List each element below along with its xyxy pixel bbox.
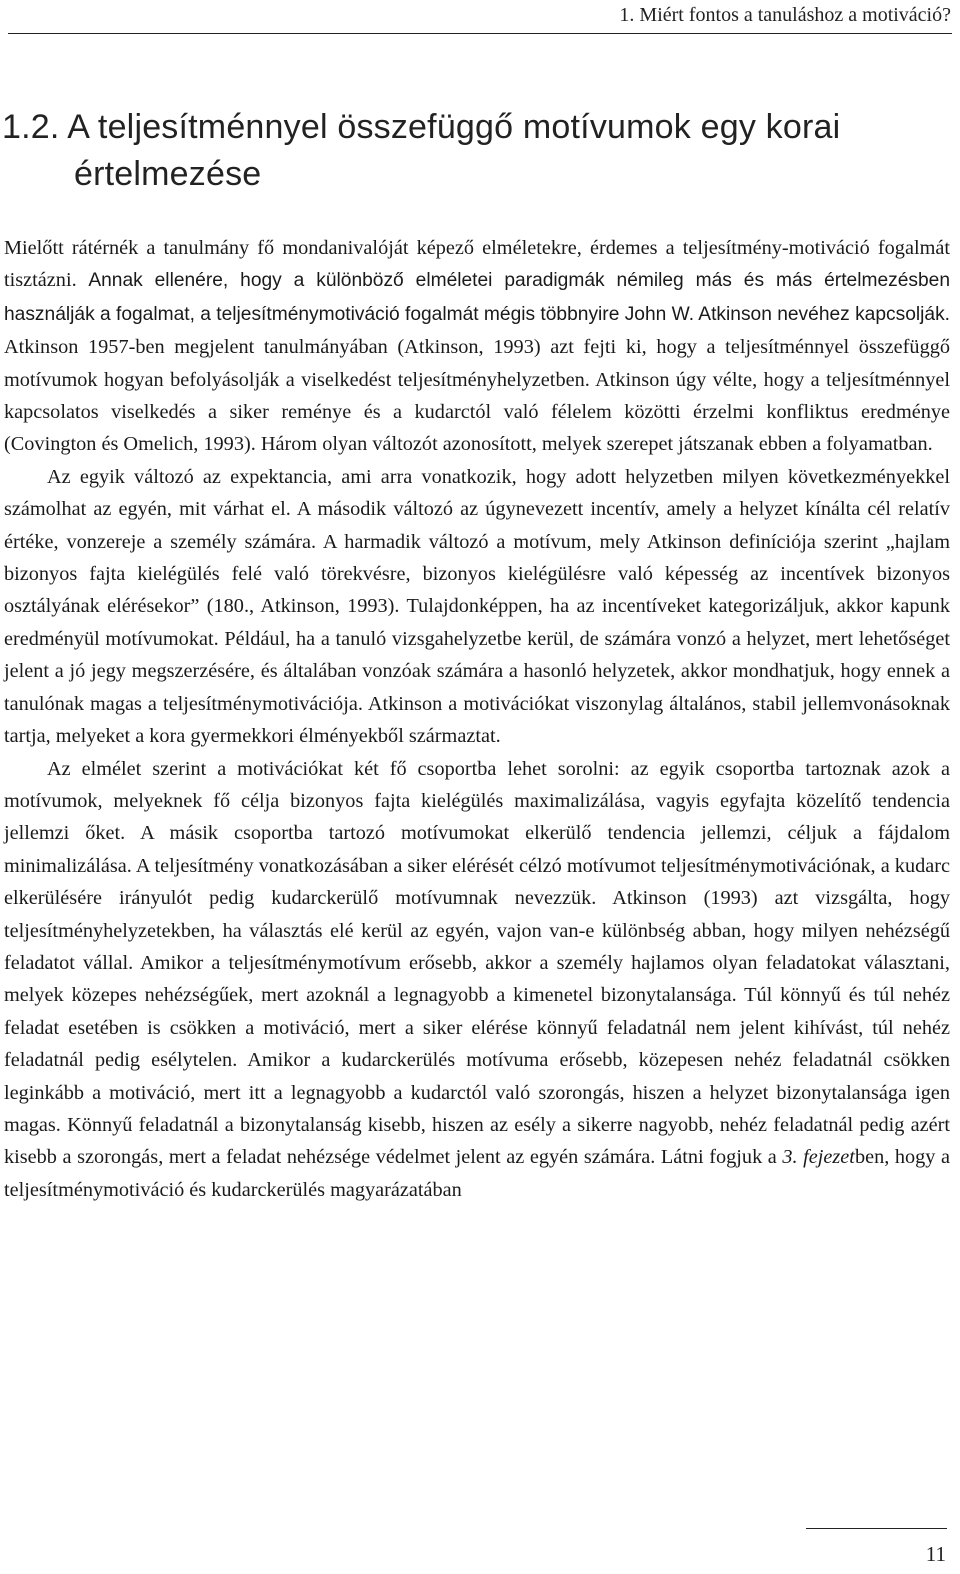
section-heading: 1.2. A teljesítménnyel összefüggő motívumok egy korai értelmezése <box>2 108 841 193</box>
paragraph-1 <box>4 232 950 461</box>
body-text <box>4 232 950 1206</box>
page-number: 11 <box>925 1542 946 1566</box>
header-rule <box>8 33 952 34</box>
running-header: 1. Miért fontos a tanuláshoz a motiváció? <box>619 4 951 26</box>
chapter-reference-word: fejezet <box>803 1146 855 1169</box>
paragraph-3-end: ben, hogy a teljesítménymotiváció és kudarckerülés magyarázatában <box>4 1146 951 1201</box>
paragraph-2: Az egyik változó az expektancia, ami arra vonatkozik, hogy adott helyzetben milyen következményekkel számolhat az egyén, mit várhat el. A második változó az úgynevezett incentív, amely a helyzet kínálta cél relatív értéke, vonzereje a személy számára. A harmadik változó a motívum, mely Atkinson definíciója szerint „hajlam bizonyos fajta kielégülés felé való törekvésre, bizonyos kielégülésre való képesség az incentívek bizonyos osztályának elérésekor” (180., Atkinson, 1993). Tulajdonképpen, ha az incentíveket kategorizáljuk, akkor kapunk eredményül motívumokat. Például, ha a tanuló vizsgahelyzetbe kerül, de számára vonzó a helyzet, mert lehetőséget jelent a jó jegy megszerzésére, és általában vonzóak számára a hasonló helyzetek, akkor mondhatjuk, hogy ennek a tanulónak magas a teljesítménymotivációja. Atkinson a motivációkat viszonylag általános, stabil jellemvonásoknak tartja, melyeket a kora gyermekkori élményekből származtat. <box>4 465 950 748</box>
paragraph-1-rest: Atkinson 1957-ben megjelent tanulmányában (Atkinson, 1993) azt fejti ki, hogy a teljesítménnyel összefüggő motívumok hogyan befolyásolják a viselkedést teljesítményhelyzetben. Atkinson úgy vélte, hogy a teljesítménnyel kapcsolatos viselkedés a siker reménye és a kudarctól való félelem közötti érzelmi konfliktus eredménye (Covington és Omelich, 1993). Három olyan változót azonosított, melyek szerepet játszanak ebben a folyamatban. <box>4 336 950 456</box>
paragraph-3-main: Az elmélet szerint a motivációkat két fő csoportba lehet sorolni: az egyik csoportba tartoznak azok a motívumok, melyeknek fő célja bizonyos fajta kielégülés maximalizálása, vagyis egyfajta közelítő tendencia jellemzi őket. A másik csoportba tartozó motívumokat elkerülő tendencia jellemzi, céljuk a fájdalom minimalizálása. A teljesítmény vonatkozásában a siker elérését célzó motívumot teljesítménymotivációnak, a kudarc elkerülésére irányulót pedig kudarckerülő motívumnak nevezzük. Atkinson (1993) azt vizsgálta, hogy teljesítményhelyzetekben, ha választás elé kerül az egyén, vajon van-e különbség abban, hogy milyen nehézségű feladatot vállal. Amikor a teljesítménymotívum erősebb, akkor a személy hajlamos olyan feladatokat választani, melyek közepes nehézségűek, mert azoknál a legnagyobb a kimenetel bizonytalansága. Túl könnyű és túl nehéz feladat esetében is csökken a motiváció, mert a siker elérése könnyű feladatnál nem jelent kihívást, túl nehéz feladatnál pedig esélytelen. Amikor a kudarckerülés motívuma erősebb, közepesen nehéz feladatnál csökken leginkább a motiváció, mert itt a legnagyobb a kudarctól való szorongás, hiszen a helyzet bizonytalansága igen magas. Könnyű feladatnál a bizonytalanság kisebb, hiszen az esély a sikerre nagyobb, nehéz feladatnál pedig azért kisebb a szorongás, mert a feladat nehézsége védelmet jelent az egyén számára. Látni fogjuk a <box>4 757 950 1169</box>
paragraph-3 <box>4 753 950 1207</box>
paragraph-1-sans-run: Annak ellenére, hogy a különböző elméletei paradigmák némileg más és más értelmezésben használják a fogalmat, a teljesítménymotiváció fogalmát mégis többnyire John W. Atkinson nevéhez kapcsolják. <box>4 270 951 325</box>
footer-rule <box>806 1528 947 1529</box>
paragraph-1-intro: Mielőtt rátérnék a tanulmány fő mondanivalóját képező elméletekre, érdemes a teljesítmény-motiváció fogalmát tisztázni. <box>4 237 950 292</box>
chapter-reference-number: 3. <box>782 1146 798 1169</box>
